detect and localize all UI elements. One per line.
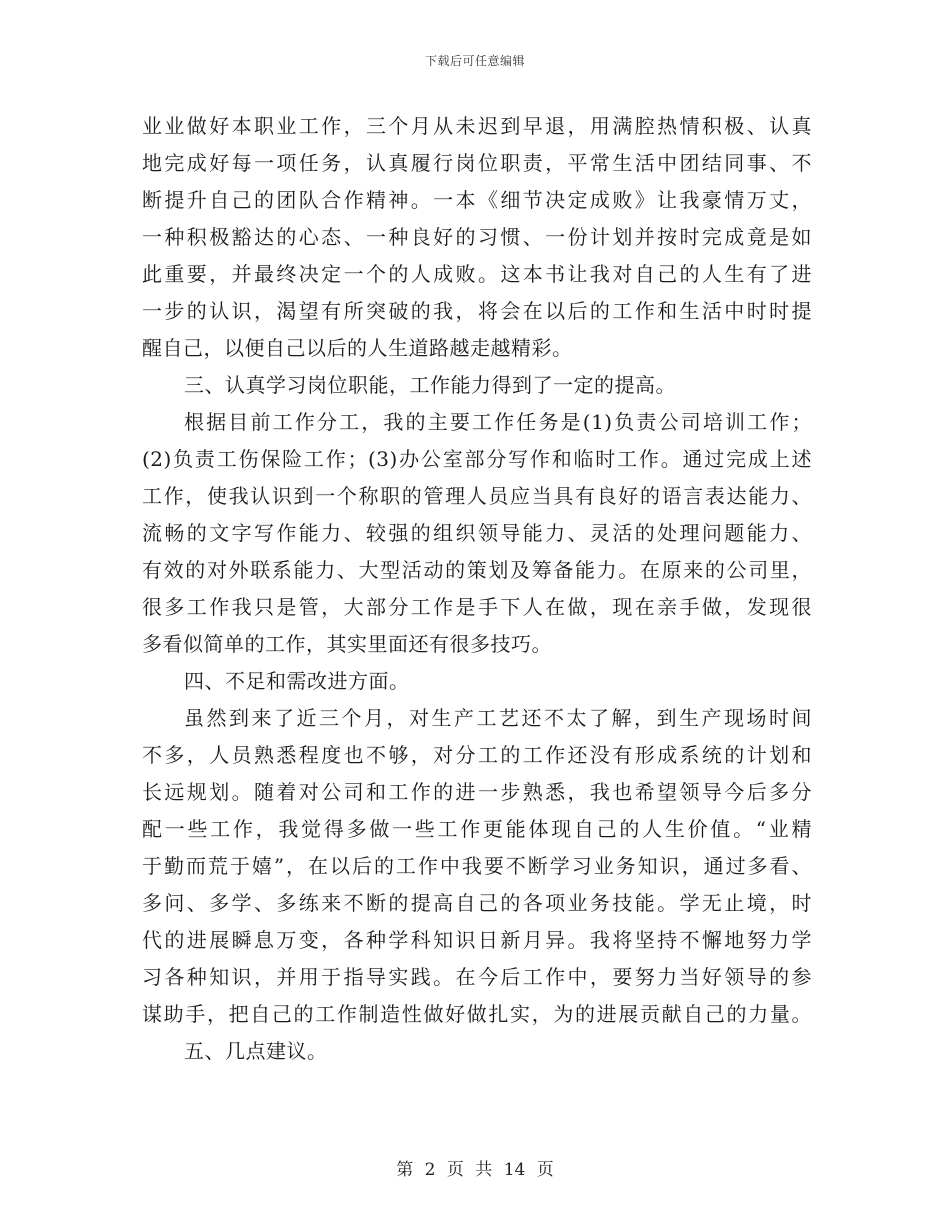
text-line: 不多，人员熟悉程度也不够，对分工的工作还没有形成系统的计划和: [142, 743, 812, 767]
text-line: 一种积极豁达的心态、一种良好的习惯、一份计划并按时完成竟是如: [142, 225, 812, 249]
text-line: 业业做好本职业工作，三个月从未迟到早退，用满腔热情积极、认真: [142, 114, 812, 138]
text-line: 工作，使我认识到一个称职的管理人员应当具有良好的语言表达能力、: [142, 484, 812, 508]
page-footer: 第 2 页 共 14 页: [396, 1160, 554, 1180]
document-body: [142, 108, 812, 1070]
text-line: 有效的对外联系能力、大型活动的策划及筹备能力。在原来的公司里，: [142, 558, 812, 582]
text-line: 断提升自己的团队合作精神。一本《细节决定成败》让我豪情万丈，: [142, 188, 812, 212]
text-line: 醒自己，以便自己以后的人生道路越走越精彩。: [142, 336, 573, 360]
text-line: 长远规划。随着对公司和工作的进一步熟悉，我也希望领导今后多分: [142, 780, 812, 804]
text-line: 此重要，并最终决定一个的人成败。这本书让我对自己的人生有了进: [142, 262, 812, 286]
text-line: 虽然到来了近三个月，对生产工艺还不太了解，到生产现场时间: [184, 706, 812, 730]
text-line: 多看似简单的工作，其实里面还有很多技巧。: [142, 632, 552, 656]
text-line: 四、不足和需改进方面。: [184, 669, 410, 693]
text-line: 于勤而荒于嬉”，在以后的工作中我要不断学习业务知识，通过多看、: [142, 854, 812, 878]
text-line: 习各种知识，并用于指导实践。在今后工作中，要努力当好领导的参: [142, 965, 812, 989]
text-line: 谋助手，把自己的工作制造性做好做扎实，为的进展贡献自己的力量。: [142, 1002, 812, 1026]
text-line: (2)负责工伤保险工作；(3)办公室部分写作和临时工作。通过完成上述: [142, 447, 812, 471]
text-line: 地完成好每一项任务，认真履行岗位职责，平常生活中团结同事、不: [142, 151, 812, 175]
text-line: 流畅的文字写作能力、较强的组织领导能力、灵活的处理问题能力、: [142, 521, 812, 545]
text-line: 多问、多学、多练来不断的提高自己的各项业务技能。学无止境，时: [142, 891, 812, 915]
page-header: 下载后可任意编辑: [424, 54, 525, 68]
text-line: 代的进展瞬息万变，各种学科知识日新月异。我将坚持不懈地努力学: [142, 928, 812, 952]
text-line: 很多工作我只是管，大部分工作是手下人在做，现在亲手做，发现很: [142, 595, 812, 619]
text-line: 五、几点建议。: [184, 1039, 328, 1063]
text-line: 配一些工作，我觉得多做一些工作更能体现自己的人生价值。“业精: [142, 817, 812, 841]
text-line: 三、认真学习岗位职能，工作能力得到了一定的提高。: [184, 373, 676, 397]
text-line: 根据目前工作分工，我的主要工作任务是(1)负责公司培训工作；: [184, 410, 812, 434]
text-line: 一步的认识，渴望有所突破的我，将会在以后的工作和生活中时时提: [142, 299, 812, 323]
